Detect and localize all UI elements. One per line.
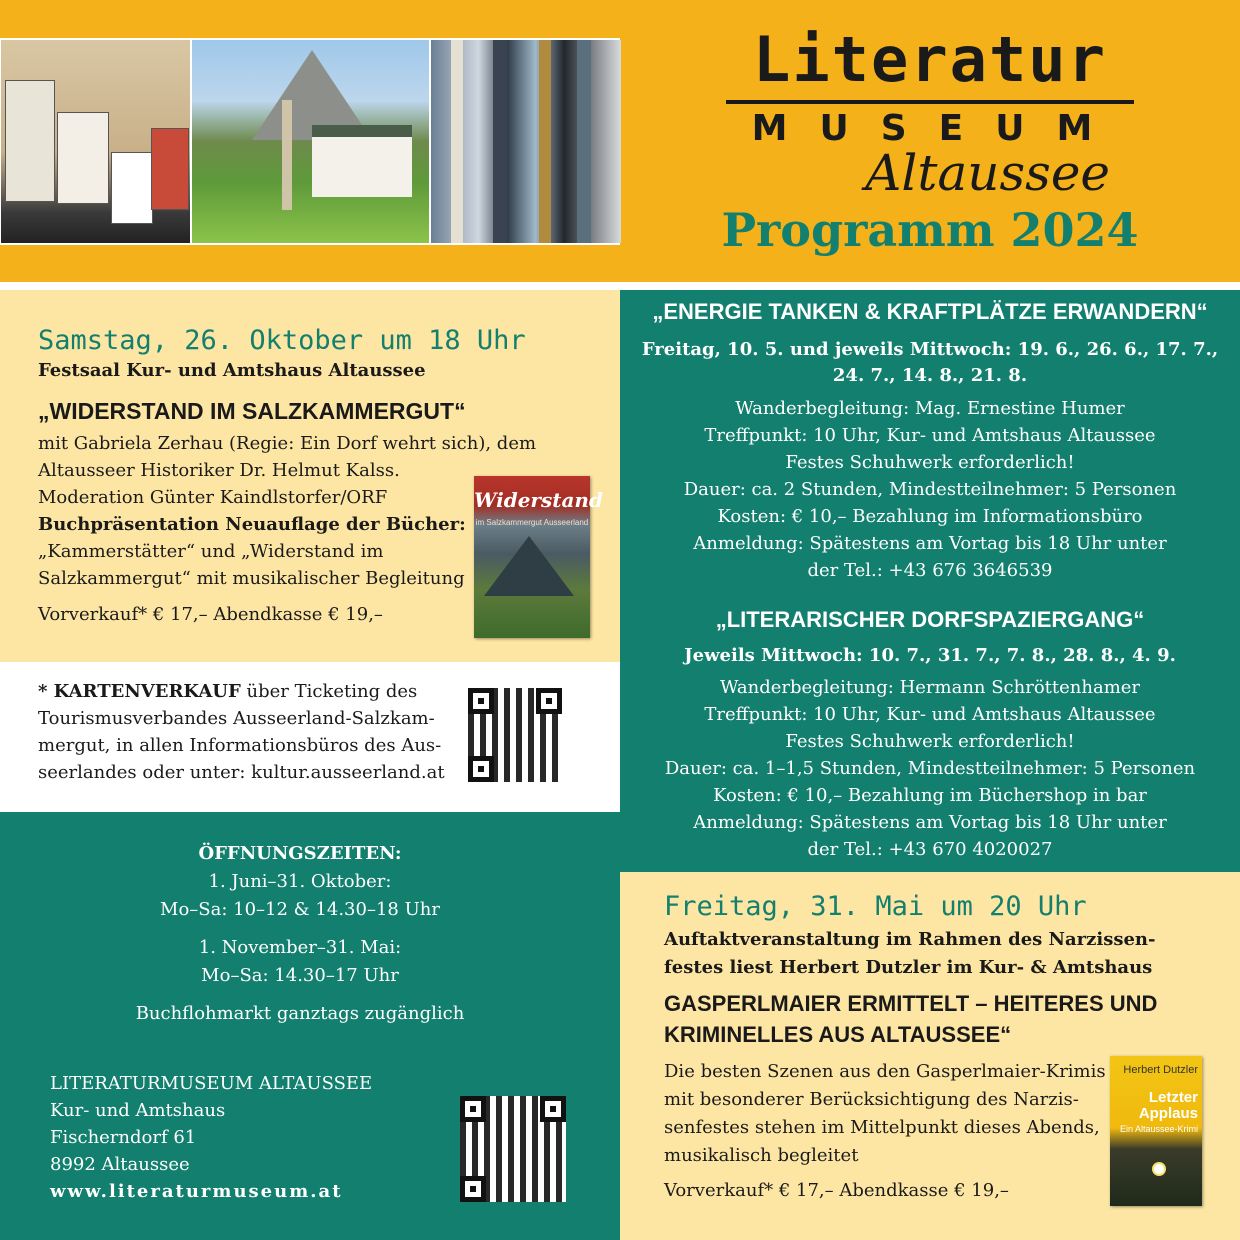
hike-detail: Dauer: ca. 2 Stunden, Mindestteilnehmer: 5 Personen (683, 479, 1177, 500)
description-line: Altausseer Historiker Dr. Helmut Kalss. (38, 460, 400, 481)
photo-village (192, 40, 429, 243)
book-cover-title: Letzter Applaus (1138, 1089, 1198, 1122)
book-cover-title: Widerstand (474, 488, 603, 512)
event-may-description (664, 1058, 1104, 1170)
event-may-prices: Vorverkauf* € 17,– Abendkasse € 19,– (664, 1180, 1009, 1201)
website-link[interactable]: www.literaturmuseum.at (50, 1181, 343, 1202)
hike-dates: Freitag, 10. 5. und jeweils Mittwoch: 19. 6., 26. 6., 17. 7., (641, 339, 1219, 360)
logo-literatur: Literatur (753, 23, 1107, 96)
hike-detail: der Tel.: +43 676 3646539 (807, 560, 1053, 581)
walk-detail: Anmeldung: Spätestens am Vortag bis 18 Uhr unter (693, 812, 1167, 833)
walks-panel (620, 290, 1240, 872)
description-line: Moderation Günter Kaindlstorfer/ORF (38, 487, 388, 508)
title-line: GASPERLMAIER ERMITTELT – HEITERES UND (664, 991, 1158, 1016)
ticket-link-line[interactable]: seerlandes oder unter: kultur.ausseerland.at (38, 762, 445, 783)
description-line: Salzkammergut“ mit musikalischer Begleitung (38, 568, 465, 589)
opening-hours-panel (0, 812, 620, 1240)
hike-detail: Kosten: € 10,– Bezahlung im Informationsbüro (717, 506, 1143, 527)
event-may-subtitle (664, 926, 1156, 982)
event-october-venue: Festsaal Kur- und Amtshaus Altaussee (38, 360, 426, 381)
programm-title: Programm 2024 (721, 203, 1139, 257)
opening-hours-winter: Mo–Sa: 14.30–17 Uhr (201, 965, 399, 986)
book-flea-market: Buchflohmarkt ganztags zugänglich (135, 1003, 465, 1024)
walk-title: „LITERARISCHER DORFSPAZIERGANG“ (715, 607, 1145, 632)
book-cover-letzter-applaus (1110, 1056, 1202, 1206)
photo-books-display (1, 40, 190, 243)
address-line: 8992 Altaussee (50, 1154, 190, 1175)
book-presentation-line: Buchpräsentation Neuauflage der Bücher: (38, 514, 466, 535)
title-line: KRIMINELLES AUS ALTAUSSEE“ (664, 1022, 1012, 1047)
subtitle-line: festes liest Herbert Dutzler im Kur- & Amtshaus (664, 957, 1153, 978)
separator (0, 282, 1240, 290)
opening-period-winter: 1. November–31. Mai: (198, 937, 402, 958)
description-line: mit besonderer Berücksichtigung des Narzis- (664, 1089, 1079, 1110)
museum-address (50, 1070, 372, 1205)
description-line: musikalisch begleitet (664, 1145, 859, 1166)
hike-dates: 24. 7., 14. 8., 21. 8. (832, 365, 1028, 386)
event-may-title (664, 988, 1157, 1050)
hike-detail: Wanderbegleitung: Mag. Ernestine Humer (735, 398, 1125, 419)
walk-detail: Treffpunkt: 10 Uhr, Kur- und Amtshaus Altaussee (704, 704, 1156, 725)
photo-bookshelf (431, 40, 621, 243)
opening-heading: ÖFFNUNGSZEITEN: (198, 843, 402, 864)
walk-dates: Jeweils Mittwoch: 10. 7., 31. 7., 7. 8., 28. 8., 4. 9. (684, 645, 1176, 666)
event-may-date: Freitag, 31. Mai um 20 Uhr (664, 891, 1087, 922)
logo-altaussee: Altaussee (865, 144, 1110, 202)
event-october-prices: Vorverkauf* € 17,– Abendkasse € 19,– (38, 604, 383, 625)
description-line: senfestes stehen im Mittelpunkt dieses Abends, (664, 1117, 1100, 1138)
event-october-panel (0, 290, 620, 662)
ticket-line: mergut, in allen Informationsbüros des Aus- (38, 735, 442, 756)
hike-detail: Festes Schuhwerk erforderlich! (785, 452, 1075, 473)
address-line: Kur- und Amtshaus (50, 1100, 226, 1121)
hike-detail: Anmeldung: Spätestens am Vortag bis 18 Uhr unter (693, 533, 1167, 554)
walk-detail: Kosten: € 10,– Bezahlung im Büchershop in bar (713, 785, 1147, 806)
photo-collage (0, 38, 620, 245)
walk-detail: der Tel.: +43 670 4020027 (807, 839, 1053, 860)
opening-period-summer: 1. Juni–31. Oktober: (208, 871, 392, 892)
walk-detail: Festes Schuhwerk erforderlich! (785, 731, 1075, 752)
event-october-date: Samstag, 26. Oktober um 18 Uhr (38, 325, 526, 356)
address-line: Fischerndorf 61 (50, 1127, 197, 1148)
hike-detail: Treffpunkt: 10 Uhr, Kur- und Amtshaus Altaussee (704, 425, 1156, 446)
ticket-heading: * KARTENVERKAUF (38, 681, 241, 702)
description-line: Die besten Szenen aus den Gasperlmaier-Krimis (664, 1061, 1106, 1082)
ticket-info-text (38, 678, 445, 786)
ticket-line: über Ticketing des (240, 681, 418, 702)
description-line: „Kammerstätter“ und „Widerstand im (38, 541, 384, 562)
subtitle-line: Auftaktveranstaltung im Rahmen des Narzissen- (664, 929, 1156, 950)
book-cover-subtitle: im Salzkammergut Ausseerland (475, 518, 589, 527)
logo-museum: MUSEUM (751, 108, 1125, 149)
website-qr-code[interactable] (460, 1096, 566, 1202)
walk-detail: Wanderbegleitung: Hermann Schröttenhamer (719, 677, 1141, 698)
book-cover-subtitle: Ein Altaussee-Krimi (1119, 1124, 1198, 1134)
ticket-info-panel (0, 662, 620, 806)
ticket-qr-code[interactable] (468, 688, 562, 782)
walk-detail: Dauer: ca. 1–1,5 Stunden, Mindestteilnehmer: 5 Personen (664, 758, 1196, 779)
hike-title: „ENERGIE TANKEN & KRAFTPLÄTZE ERWANDERN“ (652, 299, 1208, 324)
header-banner (0, 0, 1240, 282)
book-cover-author: Herbert Dutzler (1123, 1064, 1198, 1076)
ticket-line: Tourismusverbandes Ausseerland-Salzkam- (38, 708, 435, 729)
logo-rule (726, 100, 1134, 104)
address-name: LITERATURMUSEUM ALTAUSSEE (50, 1073, 373, 1094)
opening-hours-summer: Mo–Sa: 10–12 & 14.30–18 Uhr (160, 899, 440, 920)
book-cover-widerstand (474, 476, 603, 638)
event-may-panel (620, 872, 1240, 1240)
description-line: mit Gabriela Zerhau (Regie: Ein Dorf wehrt sich), dem (38, 433, 537, 454)
event-october-title: „WIDERSTAND IM SALZKAMMERGUT“ (38, 398, 466, 424)
museum-logo (720, 22, 1140, 202)
